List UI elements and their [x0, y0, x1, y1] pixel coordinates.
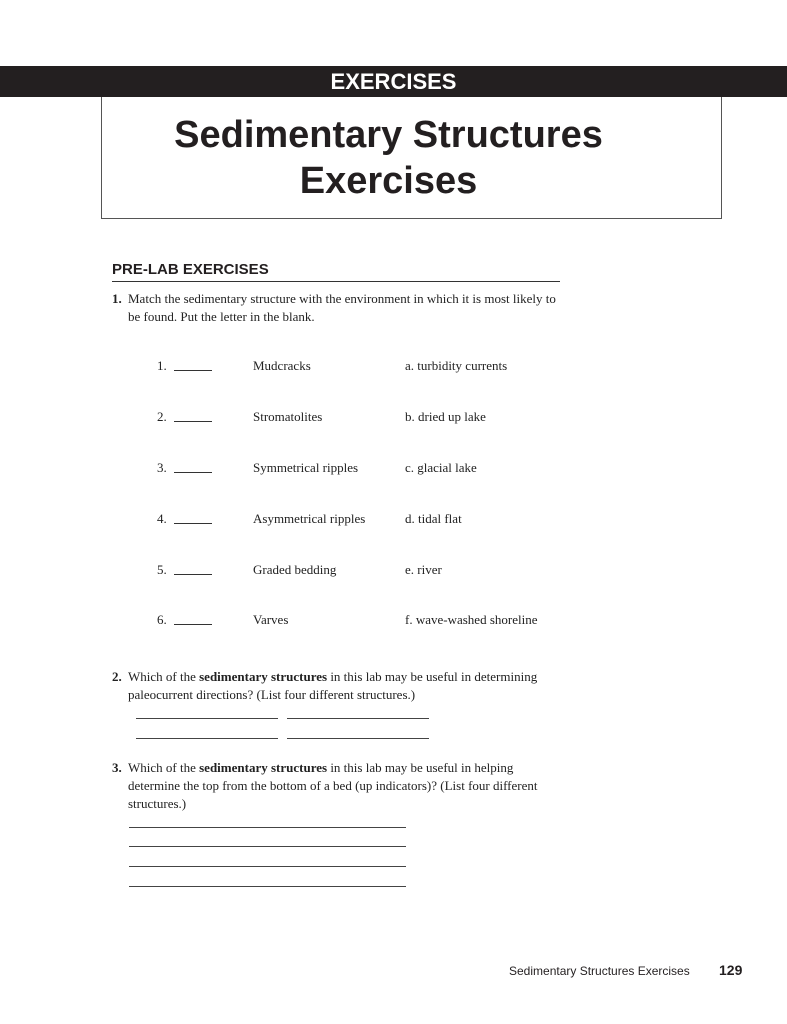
structure-label: Symmetrical ripples — [253, 460, 359, 475]
page-number: 129 — [719, 962, 743, 978]
match-number: 4. — [157, 511, 212, 527]
environment-label: e. river — [405, 562, 442, 577]
match-number: 2. — [157, 409, 212, 425]
section-heading: PRE-LAB EXERCISES — [112, 261, 560, 282]
structure-label: Varves — [253, 612, 289, 627]
match-row — [0, 562, 787, 580]
environment-label: a. turbidity currents — [405, 358, 508, 373]
title-line-1: Sedimentary Structures — [174, 114, 603, 156]
match-row — [0, 460, 787, 478]
answer-line[interactable] — [136, 738, 278, 739]
match-row — [0, 612, 787, 630]
structure-label: Graded bedding — [253, 562, 337, 577]
emphasis: sedimentary structures — [199, 760, 328, 775]
question-text: Which of the sedimentary structures in this lab may be useful in helping determine the top from the bottom of a bed (up indicators)? (List four different structures.) — [128, 760, 538, 811]
structure-label: Asymmetrical ripples — [253, 511, 366, 526]
answer-line[interactable] — [136, 718, 278, 719]
answer-blank[interactable] — [174, 564, 212, 575]
answer-line[interactable] — [129, 846, 406, 847]
answer-line[interactable] — [129, 827, 406, 828]
match-number: 3. — [157, 460, 212, 476]
structure-label: Mudcracks — [253, 358, 311, 373]
answer-blank[interactable] — [174, 462, 212, 473]
exercises-banner: EXERCISES — [0, 66, 787, 97]
match-row — [0, 511, 787, 529]
title-line-2: Exercises — [299, 160, 478, 202]
answer-blank[interactable] — [174, 411, 212, 422]
answer-line[interactable] — [287, 738, 429, 739]
page-title — [101, 112, 676, 204]
environment-label: c. glacial lake — [405, 460, 477, 475]
environment-label: d. tidal flat — [405, 511, 462, 526]
question-text: Which of the sedimentary structures in this lab may be useful in determining paleocurrent directions? (List four different structures.) — [128, 669, 538, 702]
match-row — [0, 409, 787, 427]
question-number: 2. — [112, 669, 122, 684]
structure-label: Stromatolites — [253, 409, 323, 424]
answer-blank[interactable] — [174, 513, 212, 524]
question-2 — [112, 668, 562, 704]
environment-label: b. dried up lake — [405, 409, 486, 424]
match-number: 5. — [157, 562, 212, 578]
match-row — [0, 358, 787, 376]
environment-label: f. wave-washed shoreline — [405, 612, 538, 627]
question-number: 1. — [112, 291, 122, 306]
question-number: 3. — [112, 760, 122, 775]
footer-title: Sedimentary Structures Exercises — [509, 964, 690, 978]
match-number: 1. — [157, 358, 212, 374]
emphasis: sedimentary structures — [199, 669, 328, 684]
match-number: 6. — [157, 612, 212, 628]
answer-line[interactable] — [129, 886, 406, 887]
question-text: Match the sedimentary structure with the environment in which it is most likely to be found. Put the letter in the blank. — [128, 291, 556, 324]
answer-line[interactable] — [287, 718, 429, 719]
question-3 — [112, 759, 562, 813]
question-1 — [112, 290, 562, 326]
answer-blank[interactable] — [174, 614, 212, 625]
answer-blank[interactable] — [174, 360, 212, 371]
answer-line[interactable] — [129, 866, 406, 867]
